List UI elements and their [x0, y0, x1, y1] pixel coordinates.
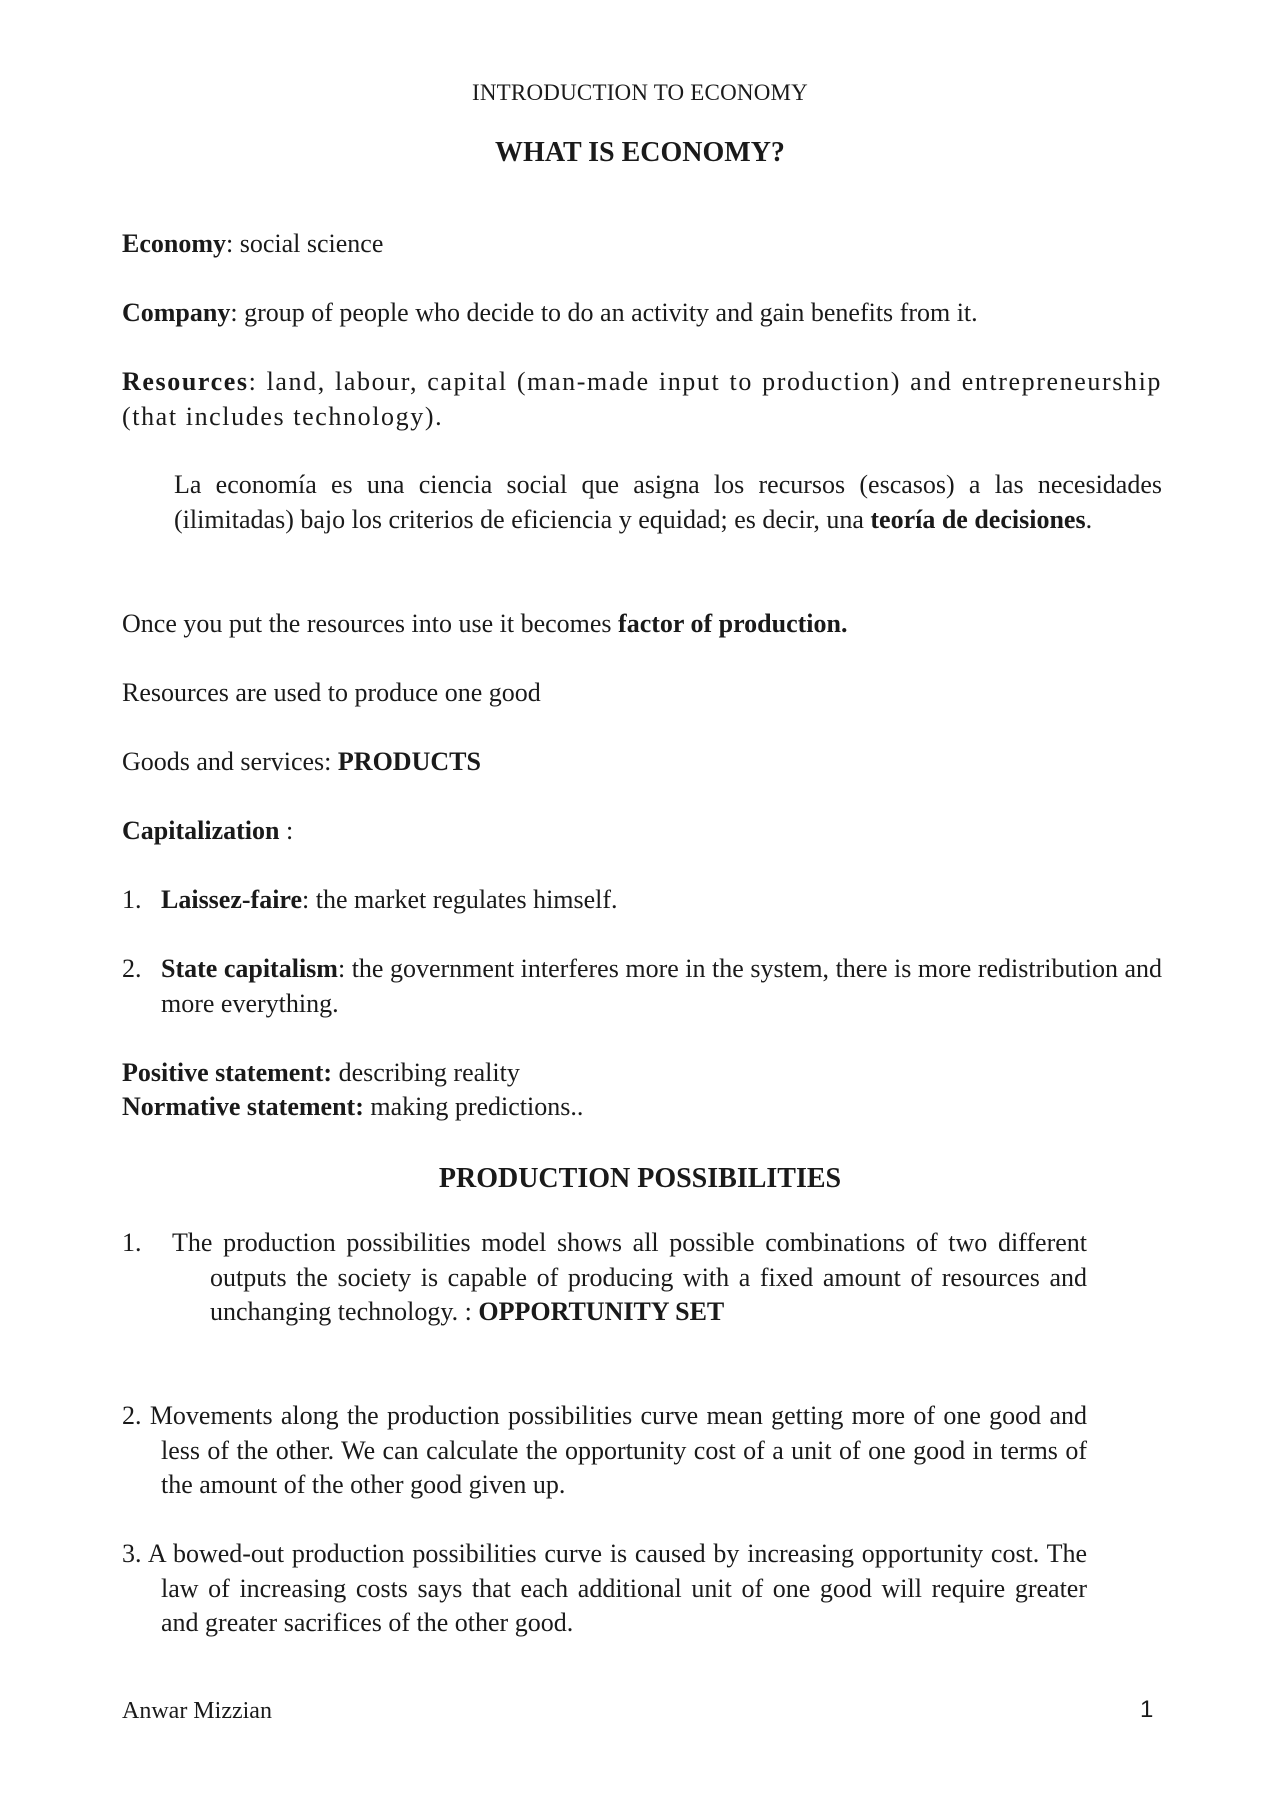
list-number: 2.: [122, 954, 142, 983]
capitalization-text: :: [279, 816, 294, 845]
pp-list-item-3: [122, 1537, 1087, 1641]
page-number: 1: [1140, 1696, 1154, 1723]
goods-bold: PRODUCTS: [337, 747, 481, 776]
normative-term: Normative statement:: [122, 1092, 364, 1121]
footer-author: Anwar Mizzian: [122, 1698, 272, 1724]
economy-term: Economy: [122, 229, 226, 258]
goods-text: Goods and services:: [122, 747, 338, 776]
capitalization-heading: [122, 814, 293, 848]
list-number: 2.: [122, 1401, 142, 1430]
capitalization-term: Capitalization: [122, 816, 280, 845]
spanish-end: .: [1085, 504, 1093, 534]
resources-definition: [122, 365, 1162, 434]
company-term: Company: [122, 298, 231, 327]
spanish-bold: teoría de decisiones: [870, 504, 1086, 534]
goods-and-services: [122, 745, 481, 779]
company-definition: [122, 296, 978, 330]
section-heading-production-possibilities: PRODUCTION POSSIBILITIES: [438, 1163, 842, 1194]
positive-term: Positive statement:: [122, 1058, 333, 1087]
positive-text: describing reality: [332, 1058, 520, 1087]
economy-definition: [122, 227, 383, 261]
list-bold: OPPORTUNITY SET: [478, 1297, 725, 1326]
resources-term: Resources: [122, 367, 249, 396]
factor-text: Once you put the resources into use it becomes: [122, 609, 619, 638]
list-text: Movements along the production possibilities curve mean getting more of one good and less of the other. We can calculate the opportunity cost of a unit of one good in terms of the amount of the other good given up.: [149, 1401, 1088, 1499]
pp-list-item-2: [122, 1399, 1087, 1503]
list-text: The production possibilities model shows all possible combinations of two different outputs the society is capable of producing with a fixed amount of resources and unchanging technology. :: [172, 1228, 1087, 1326]
factor-of-production: [122, 607, 847, 641]
resources-used: Resources are used to produce one good: [122, 678, 541, 707]
list-number: 3.: [122, 1539, 142, 1568]
page-title: WHAT IS ECONOMY?: [495, 137, 785, 168]
list-item-state-capitalism: [122, 952, 1162, 1022]
list-term: State capitalism: [161, 954, 338, 983]
list-item-laissez-faire: [122, 883, 1162, 918]
positive-statement: [122, 1056, 520, 1090]
pp-list-item-1: [122, 1226, 1087, 1330]
list-text: : the government interferes more in the system, there is more redistribution and more everything.: [161, 954, 1163, 1018]
spanish-definition: [174, 468, 1162, 537]
running-header: INTRODUCTION TO ECONOMY: [472, 80, 808, 105]
company-text: : group of people who decide to do an activity and gain benefits from it.: [230, 298, 978, 327]
resources-text: : land, labour, capital (man-made input to production) and entrepreneurship (that includes technology).: [122, 367, 1162, 431]
list-text: : the market regulates himself.: [302, 885, 618, 914]
factor-bold: factor of production.: [618, 609, 848, 638]
list-number: 1.: [122, 885, 142, 914]
list-term: Laissez-faire: [161, 885, 303, 914]
normative-statement: [122, 1090, 583, 1124]
spanish-text: La economía es una ciencia social que asigna los recursos (escasos) a las necesidades (ilimitadas) bajo los criterios de eficiencia y equidad; es decir, una: [174, 470, 1162, 534]
list-text: A bowed-out production possibilities curve is caused by increasing opportunity cost. The law of increasing costs says that each additional unit of one good will require greater and greater sacrifices of the other good.: [147, 1539, 1087, 1637]
list-number: 1.: [122, 1228, 142, 1257]
normative-text: making predictions..: [363, 1092, 584, 1121]
economy-text: : social science: [226, 229, 384, 258]
